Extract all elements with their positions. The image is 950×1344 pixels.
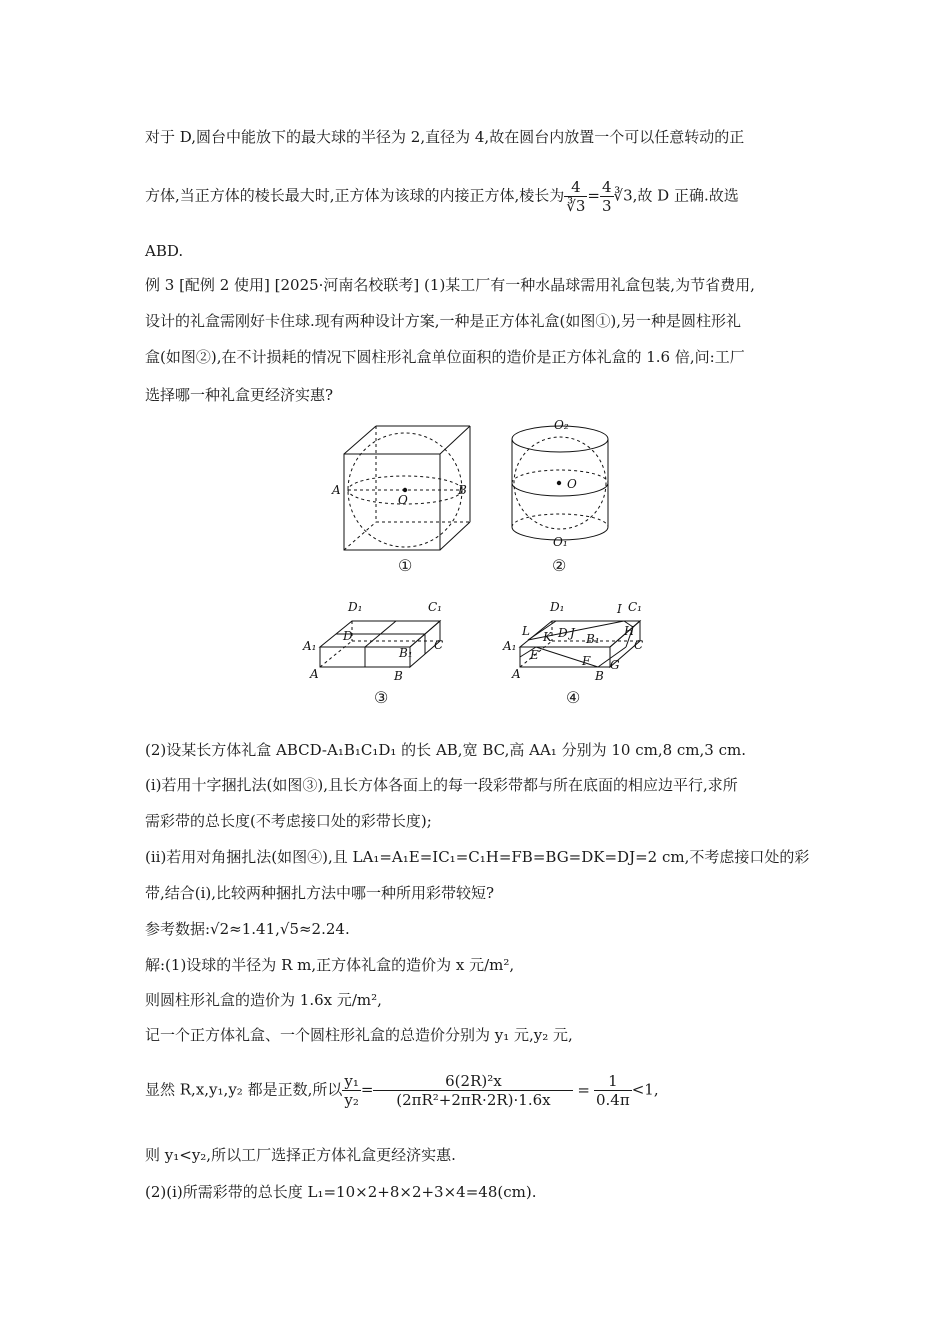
- reference-data: 参考数据:√2≈1.41,√5≈2.24.: [145, 920, 350, 938]
- solution-line-with-formula: [145, 1072, 659, 1109]
- question-line: 带,结合(i),比较两种捆扎方法中哪一种所用彩带较短?: [145, 884, 495, 902]
- solution-line: 则圆柱形礼盒的造价为 1.6x 元/m²,: [145, 991, 382, 1009]
- paragraph-text: ∛3,故 D 正确.故选: [613, 186, 739, 205]
- label-J: J: [570, 626, 575, 640]
- label-C1: C₁: [428, 600, 442, 614]
- label-L: L: [522, 624, 530, 638]
- fraction: $\frac{\text{y₁}}{\text{y₂}}$: [344, 1072, 359, 1109]
- example-line: 盒(如图②),在不计损耗的情况下圆柱形礼盒单位面积的造价是正方体礼盒的 1.6 倍,问:工厂: [145, 348, 745, 366]
- caption-3: ③: [374, 688, 389, 707]
- label-A: A: [332, 483, 341, 497]
- label-O: O: [398, 493, 408, 507]
- label-D1: D₁: [348, 600, 363, 614]
- solution-line: 记一个正方体礼盒、一个圆柱形礼盒的总造价分别为 y₁ 元,y₂ 元,: [145, 1026, 573, 1044]
- fraction: $\frac{4}{∛3}$: [566, 178, 586, 215]
- equals-sign: =: [587, 186, 600, 205]
- label-B: B: [595, 669, 604, 683]
- label-B1: B₁: [586, 632, 600, 646]
- label-C: C: [634, 638, 644, 652]
- label-A: A: [310, 667, 319, 681]
- figure-cylinder-sphere: [505, 415, 615, 555]
- equals-sign: =: [577, 1080, 590, 1099]
- figure-box-cross-binding: [300, 595, 460, 685]
- label-E: E: [530, 648, 539, 662]
- fraction: $\frac{4}{3}$: [602, 178, 612, 215]
- caption-1: ①: [398, 556, 413, 575]
- label-C: C: [434, 638, 444, 652]
- question-line: (i)若用十字捆扎法(如图③),且长方体各面上的每一段彩带都与所在底面的相应边平行,求所: [145, 776, 738, 794]
- figure-box-diagonal-binding: [500, 595, 660, 685]
- solution-line: (2)(i)所需彩带的总长度 L₁=10×2+8×2+3×4=48(cm).: [145, 1183, 537, 1201]
- solution-line: 则 y₁<y₂,所以工厂选择正方体礼盒更经济实惠.: [145, 1146, 456, 1164]
- label-A1: A₁: [503, 639, 517, 653]
- example-line: 选择哪一种礼盒更经济实惠?: [145, 386, 334, 404]
- label-B: B: [394, 669, 403, 683]
- label-B1: B₁: [399, 646, 413, 660]
- label-C1: C₁: [628, 600, 642, 614]
- paragraph-line-with-formula: [145, 178, 739, 215]
- question-line: 需彩带的总长度(不考虑接口处的彩带长度);: [145, 812, 432, 830]
- solution-text: <1,: [631, 1080, 659, 1099]
- paragraph-line: 对于 D,圆台中能放下的最大球的半径为 2,直径为 4,故在圆台内放置一个可以任意转动的正: [145, 128, 745, 146]
- figure-cube-sphere: [330, 420, 480, 555]
- label-F: F: [582, 654, 591, 668]
- example-line: 设计的礼盒需刚好卡住球.现有两种设计方案,一种是正方体礼盒(如图①),另一种是圆柱形礼: [145, 312, 742, 330]
- fraction: $\frac{\text{6(2R)²x}}{\text{(2πR²+2πR·2R)·1.6x}}$: [373, 1072, 573, 1109]
- label-O2: O₂: [554, 418, 569, 432]
- caption-4: ④: [566, 688, 581, 707]
- label-A1: A₁: [303, 639, 317, 653]
- paragraph-line: ABD.: [145, 242, 184, 260]
- example-line: 例 3 [配例 2 使用] [2025·河南名校联考] (1)某工厂有一种水晶球需用礼盒包装,为节省费用,: [145, 276, 755, 294]
- label-A: A: [512, 667, 521, 681]
- caption-2: ②: [552, 556, 567, 575]
- question-line: (ii)若用对角捆扎法(如图④),且 LA₁=A₁E=IC₁=C₁H=FB=BG=DK=DJ=2 cm,不考虑接口处的彩: [145, 848, 810, 866]
- fraction: $\frac{1}{0.4\pi}$: [596, 1072, 630, 1109]
- paragraph-text: 方体,当正方体的棱长最大时,正方体为该球的内接正方体,棱长为: [145, 186, 565, 205]
- label-O: O: [567, 477, 577, 491]
- label-B: B: [458, 483, 467, 497]
- question-line: (2)设某长方体礼盒 ABCD-A₁B₁C₁D₁ 的长 AB,宽 BC,高 AA₁ 分别为 10 cm,8 cm,3 cm.: [145, 741, 746, 759]
- label-I: I: [617, 602, 622, 616]
- label-D: D: [343, 629, 353, 643]
- label-G: G: [610, 658, 620, 672]
- solution-line: 解:(1)设球的半径为 R m,正方体礼盒的造价为 x 元/m²,: [145, 956, 515, 974]
- solution-text: 显然 R,x,y₁,y₂ 都是正数,所以: [145, 1080, 343, 1099]
- label-O1: O₁: [553, 535, 568, 549]
- equals-sign: =: [360, 1080, 374, 1099]
- label-D: D: [558, 626, 568, 640]
- label-K: K: [543, 630, 552, 644]
- label-D1: D₁: [550, 600, 565, 614]
- label-H: H: [624, 624, 635, 638]
